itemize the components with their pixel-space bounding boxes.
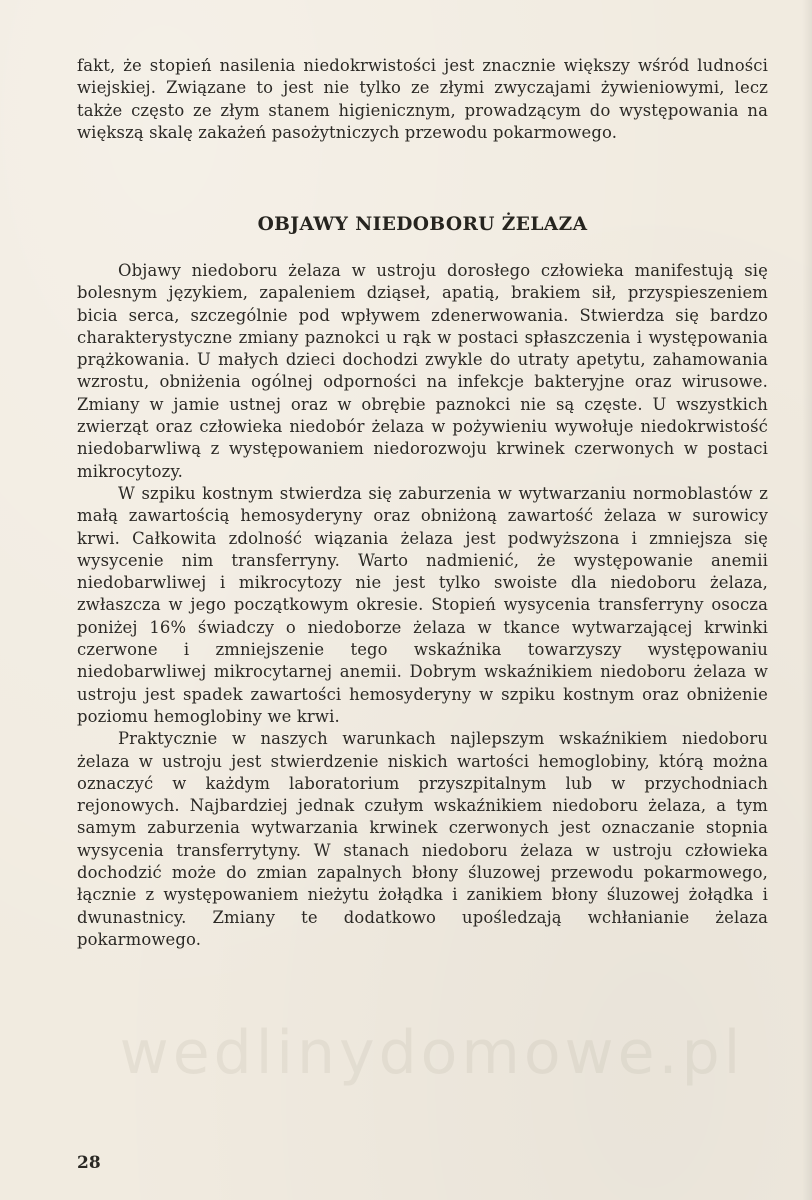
body-paragraph: W szpiku kostnym stwierdza się zaburzenia w wytwarzaniu normoblastów z małą zawartością hemosyderyny oraz obniżoną zawartość żelaza w surowicy krwi. Całkowita zdolność wiązania żelaza jest podwyższona i zmniejsza się wysycenie nim transferryny. Warto nadmienić, że występowanie anemii niedobarwliwej i mikrocytozy nie jest tylko swoiste dla niedoboru żelaza, zwłaszcza w jego początkowym okresie. Stopień wysycenia transferryny osocza poniżej 16% świadczy o niedoborze żelaza w tkance wytwarzającej krwinki czerwone i zmniejszenie tego wskaźnika towarzyszy występowaniu niedobarwliwej mikrocytarnej anemii. Dobrym wskaźnikiem niedoboru żelaza w ustroju jest spadek zawartości hemosyderyny w szpiku kostnym oraz obniżenie poziomu hemoglobiny we krwi. <box>77 483 768 726</box>
body-paragraph: Objawy niedoboru żelaza w ustroju dorosłego człowieka manifestują się bolesnym językiem, zapaleniem dziąseł, apatią, brakiem sił, przyspieszeniem bicia serca, szczególnie pod wpływem zdenerwowania. Stwierdza się bardzo charakterystyczne zmiany paznokci u rąk w postaci spłaszczenia i występowania prążkowania. U małych dzieci dochodzi zwykle do utraty apetytu, zahamowania wzrostu, obniżenia ogólnej odporności na infekcje bakteryjne oraz wirusowe. Zmiany w jamie ustnej oraz w obrębie paznokci nie są częste. U wszystkich zwierząt oraz człowieka niedobór żelaza w pożywieniu wywołuje niedokrwistość niedobarwliwą z występowaniem niedorozwoju krwinek czerwonych w postaci mikrocytozy. <box>77 261 768 481</box>
section-body <box>77 260 768 951</box>
page-number: 28 <box>77 1153 101 1173</box>
intro-paragraph-block <box>77 55 768 144</box>
intro-paragraph: fakt, że stopień nasilenia niedokrwistości jest znacznie większy wśród ludności wiejskiej. Związane to jest nie tylko ze złymi zwyczajami żywieniowymi, lecz także często ze złym stanem higienicznym, prowadzącym do występowania na większą skalę zakażeń pasożytniczych przewodu pokarmowego. <box>77 56 768 142</box>
watermark: wedlinydomowe.pl <box>119 1018 745 1088</box>
page-edge-shadow <box>802 0 812 1200</box>
body-paragraph: Praktycznie w naszych warunkach najlepszym wskaźnikiem niedoboru żelaza w ustroju jest stwierdzenie niskich wartości hemoglobiny, którą można oznaczyć w każdym laboratorium przyszpitalnym lub w przychodniach rejonowych. Najbardziej jednak czułym wskaźnikiem niedoboru żelaza, a tym samym zaburzenia wytwarzania krwinek czerwonych jest oznaczanie stopnia wysycenia transferrytyny. W stanach niedoboru żelaza w ustroju człowieka dochodzić może do zmian zapalnych błony śluzowej przewodu pokarmowego, łącznie z występowaniem nieżytu żołądka i zanikiem błony śluzowej żołądka i dwunastnicy. Zmiany te dodatkowo upośledzają wchłanianie żelaza pokarmowego. <box>77 729 768 949</box>
section-heading: OBJAWY NIEDOBORU ŻELAZA <box>257 214 588 235</box>
